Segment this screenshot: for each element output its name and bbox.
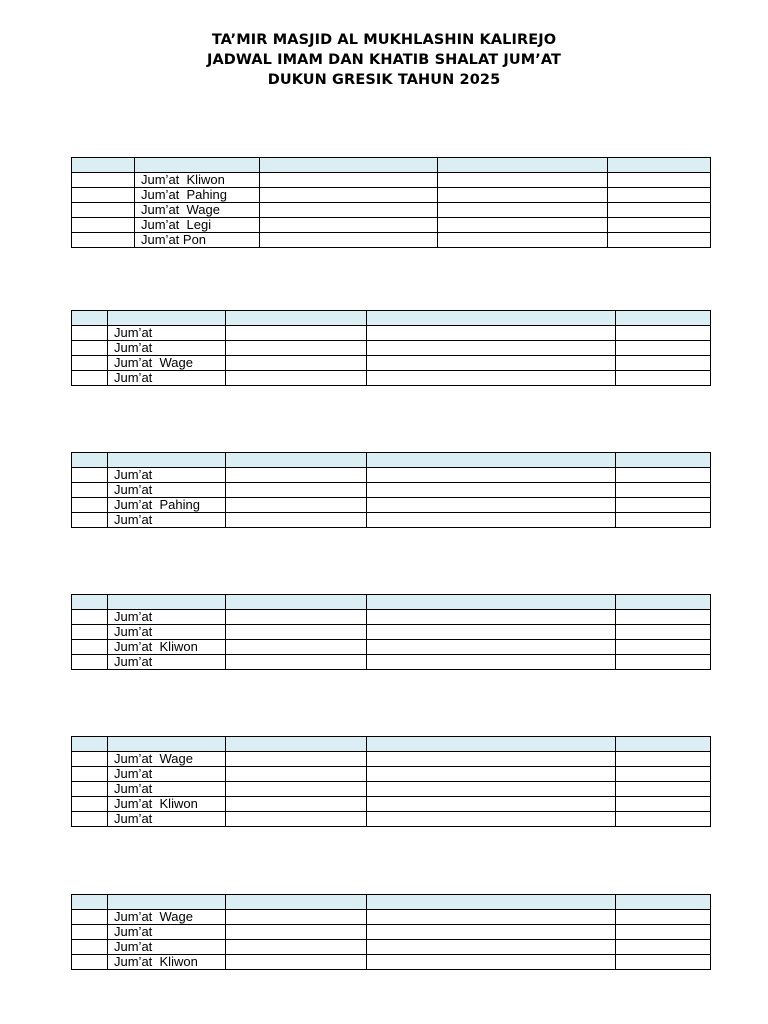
day-cell: Jum’at Wage [135,203,260,218]
day-cell: Jum’at [108,782,226,797]
schedule-table-5 [71,736,711,827]
day-cell: Jum’at [108,341,226,356]
table-row [72,767,711,782]
table-row [72,356,711,371]
day-cell: Jum’at Kliwon [135,173,260,188]
document-title-line-2: JADWAL IMAM DAN KHATIB SHALAT JUM’AT [206,52,562,68]
day-cell: Jum’at Kliwon [108,797,226,812]
day-cell: Jum’at [108,655,226,670]
schedule-table-2 [71,310,711,386]
table-header-row [72,595,711,610]
table-row [72,812,711,827]
document-title-line-1: TA’MIR MASJID AL MUKHLASHIN KALIREJO [211,32,557,48]
table-row [72,173,711,188]
day-cell: Jum’at [108,610,226,625]
schedule-table-1 [71,157,711,248]
day-cell: Jum’at [108,513,226,528]
table-row [72,955,711,970]
day-cell: Jum’at Legi [135,218,260,233]
table-row [72,218,711,233]
day-cell: Jum’at Pon [135,233,260,248]
table-header-row [72,311,711,326]
table-row [72,341,711,356]
day-cell: Jum’at [108,625,226,640]
table-row [72,468,711,483]
schedule-table-6 [71,894,711,970]
table-row [72,326,711,341]
table-row [72,910,711,925]
table-row [72,940,711,955]
day-cell: Jum’at Pahing [108,498,226,513]
day-cell: Jum’at Kliwon [108,955,226,970]
table-row [72,752,711,767]
table-row [72,188,711,203]
table-row [72,513,711,528]
day-cell: Jum’at [108,925,226,940]
day-cell: Jum’at [108,371,226,386]
table-header-row [72,453,711,468]
table-row [72,203,711,218]
day-cell: Jum’at [108,483,226,498]
table-row [72,925,711,940]
table-row [72,655,711,670]
table-row [72,782,711,797]
table-row [72,610,711,625]
table-row [72,233,711,248]
day-cell: Jum’at [108,468,226,483]
table-row [72,625,711,640]
schedule-table-3 [71,452,711,528]
day-cell: Jum’at Wage [108,752,226,767]
table-row [72,797,711,812]
table-row [72,371,711,386]
table-row [72,498,711,513]
schedule-table-4 [71,594,711,670]
day-cell: Jum’at Wage [108,356,226,371]
table-row [72,483,711,498]
day-cell: Jum’at Wage [108,910,226,925]
day-cell: Jum’at [108,326,226,341]
day-cell: Jum’at [108,940,226,955]
table-header-row [72,737,711,752]
table-header-row [72,158,711,173]
document-title-line-3: DUKUN GRESIK TAHUN 2025 [267,72,501,88]
day-cell: Jum’at [108,812,226,827]
day-cell: Jum’at [108,767,226,782]
table-row [72,640,711,655]
day-cell: Jum’at Kliwon [108,640,226,655]
day-cell: Jum’at Pahing [135,188,260,203]
table-header-row [72,895,711,910]
